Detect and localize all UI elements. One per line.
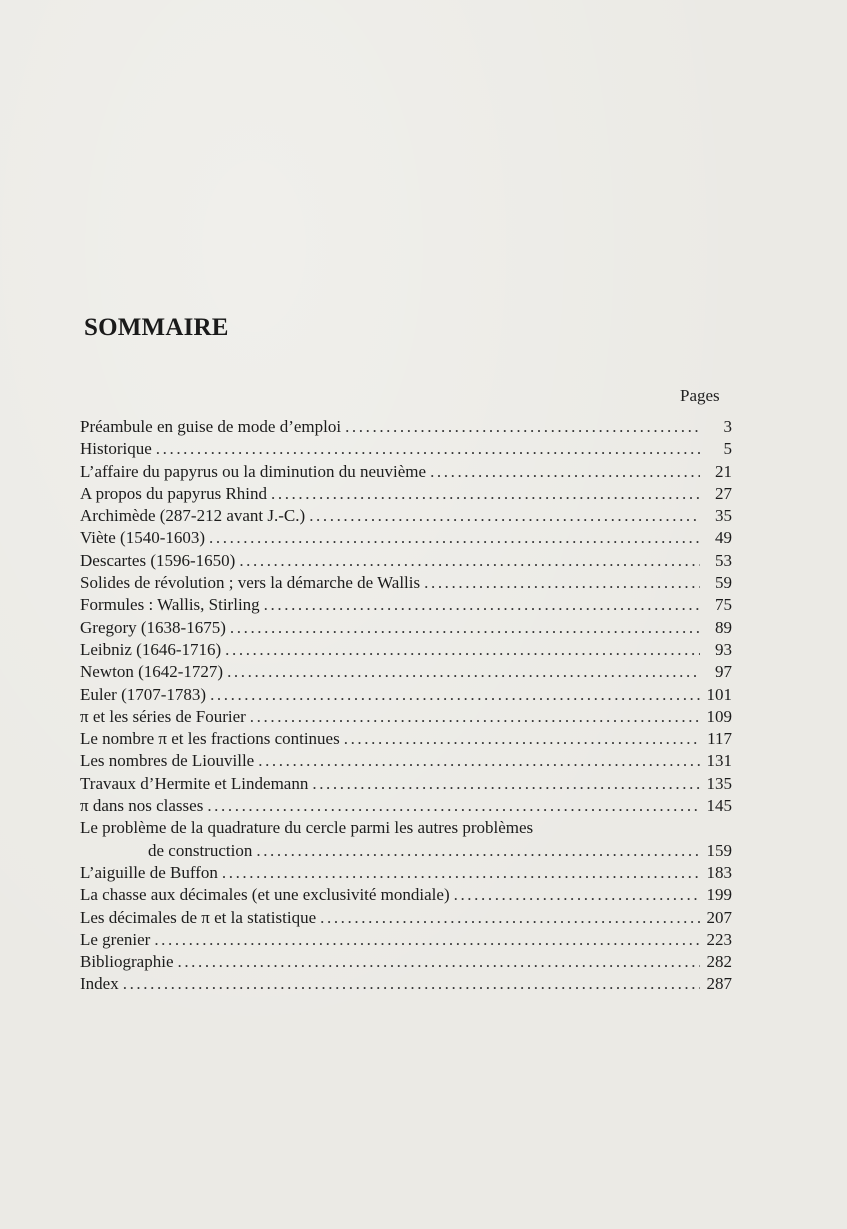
toc-entry[interactable]	[80, 438, 732, 460]
toc-entry-title: π et les séries de Fourier	[80, 706, 246, 726]
toc-entry[interactable]	[80, 416, 732, 438]
toc-entry-page: 93	[715, 639, 732, 659]
toc-entry-page: 287	[706, 974, 732, 994]
toc-entry-page: 5	[723, 439, 732, 459]
toc-entry-page: 199	[706, 885, 732, 905]
toc-entry-title: A propos du papyrus Rhind	[80, 483, 267, 503]
toc-entry[interactable]	[80, 594, 732, 616]
toc-entry-page: 27	[715, 483, 732, 503]
dot-leader	[207, 795, 700, 817]
toc-entry[interactable]	[80, 572, 732, 594]
toc-entry[interactable]	[80, 795, 732, 817]
dot-leader	[345, 416, 700, 438]
toc-entry-title: Bibliographie	[80, 952, 174, 972]
toc-entry-page: 3	[723, 417, 732, 436]
toc-entry-page: 183	[706, 862, 732, 882]
dot-leader	[271, 483, 700, 505]
table-of-contents	[80, 416, 732, 996]
dot-leader	[256, 840, 700, 862]
toc-entry[interactable]	[80, 661, 732, 683]
dot-leader	[222, 862, 700, 884]
toc-entry-page: 21	[715, 461, 732, 481]
dot-leader	[239, 550, 700, 572]
toc-entry[interactable]	[80, 884, 732, 906]
toc-entry-continuation[interactable]	[80, 840, 732, 862]
dot-leader	[210, 684, 700, 706]
toc-entry-page: 59	[715, 573, 732, 593]
dot-leader	[454, 884, 700, 906]
toc-entry-page: 109	[706, 706, 732, 726]
dot-leader	[225, 639, 700, 661]
toc-entry[interactable]	[80, 973, 732, 995]
toc-entry-title: de construction	[148, 840, 253, 860]
toc-entry-title: Solides de révolution ; vers la démarche de Wallis	[80, 573, 421, 593]
toc-entry-title: Travaux d’Hermite et Lindemann	[80, 773, 309, 793]
toc-entry-page: 223	[706, 929, 732, 949]
toc-entry[interactable]	[80, 461, 732, 483]
dot-leader	[209, 527, 700, 549]
toc-entry-title: Euler (1707-1783)	[80, 684, 207, 704]
toc-entry-page: 49	[715, 528, 732, 548]
dot-leader	[258, 750, 700, 772]
toc-entry-title: Le nombre π et les fractions continues	[80, 729, 340, 749]
dot-leader	[312, 773, 700, 795]
dot-leader	[123, 973, 700, 995]
toc-entry-title: Les nombres de Liouville	[80, 751, 255, 771]
dot-leader	[154, 929, 700, 951]
toc-entry[interactable]	[80, 817, 732, 839]
dot-leader	[230, 617, 700, 639]
toc-entry-title: Préambule en guise de mode d’emploi	[80, 417, 342, 436]
toc-entry-page: 131	[706, 751, 732, 771]
toc-entry[interactable]	[80, 483, 732, 505]
toc-entry-title: Le grenier	[80, 929, 151, 949]
toc-entry[interactable]	[80, 750, 732, 772]
dot-leader	[430, 461, 700, 483]
toc-entry-page: 207	[706, 907, 732, 927]
toc-entry-page: 135	[706, 773, 732, 793]
toc-entry-page: 89	[715, 617, 732, 637]
dot-leader	[177, 951, 700, 973]
dot-leader	[320, 907, 700, 929]
toc-entry-page: 75	[715, 595, 732, 615]
toc-entry[interactable]	[80, 728, 732, 750]
dot-leader	[250, 706, 700, 728]
toc-entry-page: 145	[706, 796, 732, 816]
toc-entry[interactable]	[80, 951, 732, 973]
toc-entry-title: Newton (1642-1727)	[80, 662, 224, 682]
dot-leader	[156, 438, 700, 460]
toc-entry-page: 53	[715, 550, 732, 570]
toc-entry-title: Index	[80, 974, 119, 994]
page-title: SOMMAIRE	[84, 314, 229, 341]
toc-entry[interactable]	[80, 639, 732, 661]
toc-entry-title: Formules : Wallis, Stirling	[80, 595, 260, 615]
toc-entry[interactable]	[80, 907, 732, 929]
toc-entry-title: π dans nos classes	[80, 796, 204, 816]
toc-entry-title: Archimède (287-212 avant J.-C.)	[80, 506, 306, 526]
dot-leader	[264, 594, 700, 616]
toc-entry[interactable]	[80, 684, 732, 706]
toc-entry-title: Les décimales de π et la statistique	[80, 907, 317, 927]
toc-entry-title: Viète (1540-1603)	[80, 528, 206, 548]
toc-entry-title: Descartes (1596-1650)	[80, 550, 236, 570]
pages-column-label: Pages	[680, 386, 720, 405]
toc-entry-title: L’aiguille de Buffon	[80, 862, 218, 882]
toc-entry[interactable]	[80, 505, 732, 527]
toc-entry-page: 282	[706, 952, 732, 972]
dot-leader	[227, 661, 700, 683]
dot-leader	[344, 728, 700, 750]
toc-entry-page: 117	[707, 729, 732, 749]
toc-entry[interactable]	[80, 617, 732, 639]
toc-entry-title: La chasse aux décimales (et une exclusivité mondiale)	[80, 885, 450, 905]
toc-entry-title: L’affaire du papyrus ou la diminution du neuvième	[80, 461, 427, 481]
toc-entry-title: Historique	[80, 439, 152, 459]
dot-leader	[309, 505, 700, 527]
toc-entry[interactable]	[80, 527, 732, 549]
toc-entry-page: 97	[715, 662, 732, 682]
toc-entry-title: Le problème de la quadrature du cercle parmi les autres problèmes	[80, 818, 534, 838]
toc-entry-title: Gregory (1638-1675)	[80, 617, 226, 637]
toc-entry-page: 159	[706, 840, 732, 860]
toc-entry-page: 101	[706, 684, 732, 704]
toc-entry[interactable]	[80, 706, 732, 728]
toc-entry-page: 35	[715, 506, 732, 526]
toc-entry[interactable]	[80, 550, 732, 572]
toc-entry[interactable]	[80, 862, 732, 884]
toc-entry[interactable]	[80, 773, 732, 795]
toc-entry[interactable]	[80, 929, 732, 951]
toc-entry-title: Leibniz (1646-1716)	[80, 639, 222, 659]
dot-leader	[424, 572, 700, 594]
